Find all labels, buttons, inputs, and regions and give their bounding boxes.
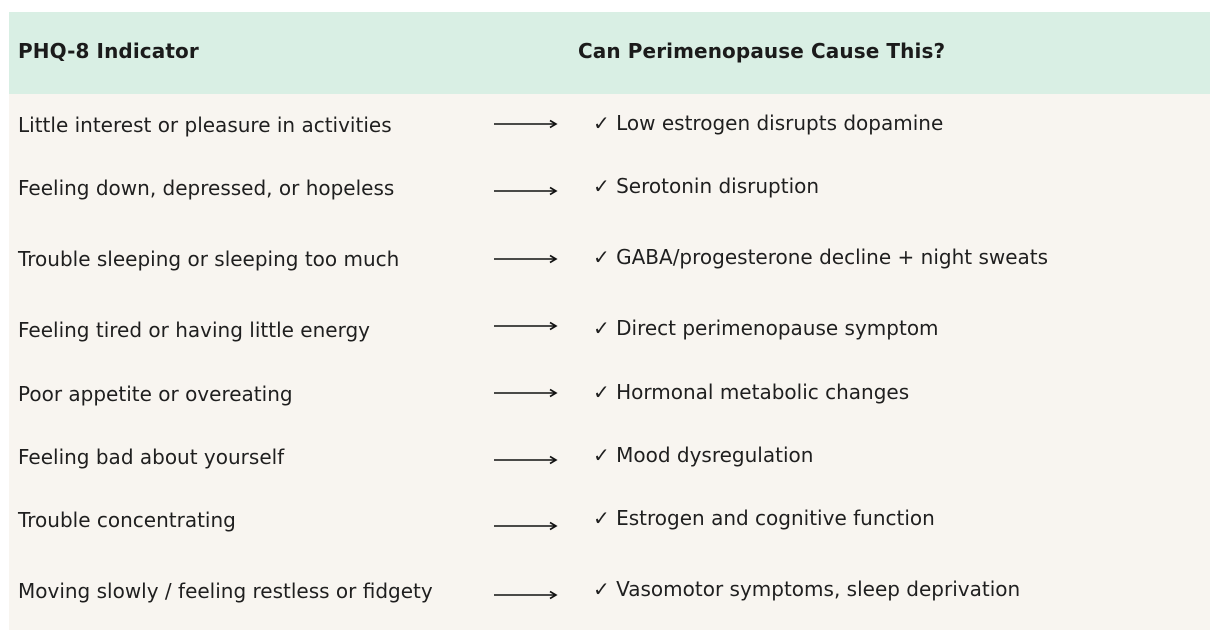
- table-row: [9, 577, 1210, 607]
- table-row: [9, 174, 1210, 204]
- table-row: [9, 245, 1210, 275]
- indicator-text: Trouble sleeping or sleeping too much: [18, 247, 400, 271]
- right-arrow-icon: [494, 254, 558, 264]
- header-cause-label: Can Perimenopause Cause This?: [578, 39, 946, 63]
- indicator-text: Feeling tired or having little energy: [18, 318, 370, 342]
- indicator-text: Moving slowly / feeling restless or fidgety: [18, 579, 433, 603]
- right-arrow-icon: [494, 186, 558, 196]
- indicator-text: Poor appetite or overeating: [18, 382, 293, 406]
- table-row: [9, 316, 1210, 346]
- table-row: [9, 111, 1210, 141]
- cause-text: ✓ Estrogen and cognitive function: [593, 506, 935, 530]
- table-row: [9, 380, 1210, 410]
- indicator-text: Little interest or pleasure in activities: [18, 113, 392, 137]
- cause-text: ✓ Serotonin disruption: [593, 174, 820, 198]
- header-indicator-label: PHQ-8 Indicator: [18, 39, 199, 63]
- comparison-table: [9, 12, 1210, 630]
- table-header: [9, 12, 1210, 94]
- cause-text: ✓ Hormonal metabolic changes: [593, 380, 910, 404]
- cause-text: ✓ Vasomotor symptoms, sleep deprivation: [593, 577, 1021, 601]
- cause-text: ✓ Low estrogen disrupts dopamine: [593, 111, 944, 135]
- cause-text: ✓ Mood dysregulation: [593, 443, 814, 467]
- right-arrow-icon: [494, 521, 558, 531]
- indicator-text: Trouble concentrating: [18, 508, 236, 532]
- indicator-text: Feeling bad about yourself: [18, 445, 285, 469]
- right-arrow-icon: [494, 119, 558, 129]
- right-arrow-icon: [494, 388, 558, 398]
- table-row: [9, 506, 1210, 536]
- cause-text: ✓ Direct perimenopause symptom: [593, 316, 939, 340]
- cause-text: ✓ GABA/progesterone decline + night sweats: [593, 245, 1049, 269]
- indicator-text: Feeling down, depressed, or hopeless: [18, 176, 395, 200]
- right-arrow-icon: [494, 590, 558, 600]
- right-arrow-icon: [494, 321, 558, 331]
- table-row: [9, 443, 1210, 473]
- right-arrow-icon: [494, 455, 558, 465]
